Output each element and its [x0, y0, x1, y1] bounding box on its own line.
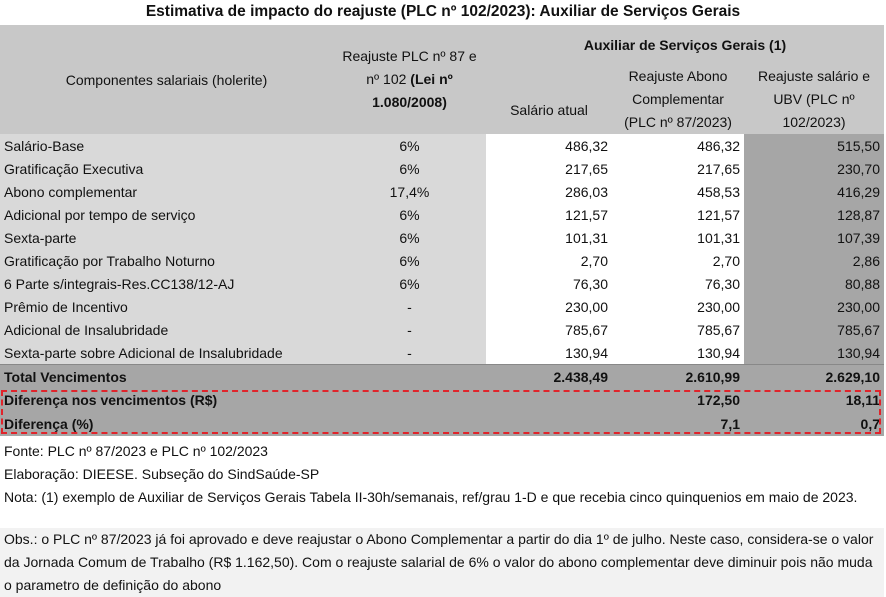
table-row	[0, 203, 884, 226]
row-ubv: 416,29	[744, 180, 884, 203]
row-salario-atual: 217,65	[486, 157, 612, 180]
row-salario-atual: 785,67	[486, 318, 612, 341]
table-row	[0, 295, 884, 318]
header-abono: Reajuste Abono Complementar (PLC nº 87/2023)	[612, 65, 744, 134]
row-salario-atual: 286,03	[486, 180, 612, 203]
total-pct	[333, 365, 486, 389]
table-row	[0, 226, 884, 249]
row-ubv: 230,00	[744, 295, 884, 318]
diff-pct-row	[0, 412, 884, 436]
diff-vencimentos-pct	[333, 388, 486, 412]
diff-pct-atual	[486, 412, 612, 436]
total-atual: 2.438,49	[486, 365, 612, 389]
diff-vencimentos-label: Diferença nos vencimentos (R$)	[0, 388, 333, 412]
diff-vencimentos-atual	[486, 388, 612, 412]
row-ubv: 230,70	[744, 157, 884, 180]
header-plc	[333, 25, 486, 134]
row-pct: -	[333, 295, 486, 318]
row-pct: 6%	[333, 272, 486, 295]
diff-vencimentos-ubv: 18,11	[744, 388, 884, 412]
row-label: Salário-Base	[0, 134, 333, 157]
row-label: Sexta-parte sobre Adicional de Insalubridade	[0, 341, 333, 365]
row-abono: 458,53	[612, 180, 744, 203]
row-abono: 785,67	[612, 318, 744, 341]
row-salario-atual: 121,57	[486, 203, 612, 226]
diff-pct-pct	[333, 412, 486, 436]
total-row	[0, 365, 884, 389]
row-ubv: 107,39	[744, 226, 884, 249]
row-salario-atual: 130,94	[486, 341, 612, 365]
note-obs: Obs.: o PLC nº 87/2023 já foi aprovado e deve reajustar o Abono Complementar a partir do dia 1º de julho. Neste caso, considera-se o valor da Jornada Comum de Trabalho (R$ 1.162,50). Com o reajuste salarial de 6% o valor do abono complementar deve diminuir pois não muda o parametro de definição do abono	[0, 528, 884, 597]
total-label: Total Vencimentos	[0, 365, 333, 389]
row-abono: 121,57	[612, 203, 744, 226]
row-ubv: 80,88	[744, 272, 884, 295]
header-salario-atual: Salário atual	[486, 65, 612, 134]
row-ubv: 128,87	[744, 203, 884, 226]
row-pct: 6%	[333, 203, 486, 226]
row-pct: -	[333, 318, 486, 341]
row-ubv: 515,50	[744, 134, 884, 157]
header-ubv: Reajuste salário e UBV (PLC nº 102/2023)	[744, 65, 884, 134]
row-pct: 6%	[333, 157, 486, 180]
header-plc-text: Reajuste PLC nº 87 e nº 102	[342, 48, 477, 87]
header-components: Componentes salariais (holerite)	[0, 25, 333, 134]
row-abono: 2,70	[612, 249, 744, 272]
row-pct: -	[333, 341, 486, 365]
total-ubv: 2.629,10	[744, 365, 884, 389]
diff-pct-ubv: 0,7	[744, 412, 884, 436]
row-pct: 6%	[333, 134, 486, 157]
row-salario-atual: 486,32	[486, 134, 612, 157]
table-title: Estimativa de impacto do reajuste (PLC nº 102/2023): Auxiliar de Serviços Gerais	[145, 3, 741, 20]
row-label: Gratificação por Trabalho Noturno	[0, 249, 333, 272]
table-body	[0, 134, 884, 365]
note-fonte: Fonte: PLC nº 87/2023 e PLC nº 102/2023	[4, 443, 268, 459]
row-salario-atual: 76,30	[486, 272, 612, 295]
table-row	[0, 318, 884, 341]
row-label: Prêmio de Incentivo	[0, 295, 333, 318]
table-row	[0, 180, 884, 203]
header-plc-law: (Lei nº 1.080/2008)	[372, 71, 453, 110]
row-label: Gratificação Executiva	[0, 157, 333, 180]
row-salario-atual: 230,00	[486, 295, 612, 318]
row-abono: 101,31	[612, 226, 744, 249]
row-pct: 6%	[333, 249, 486, 272]
row-abono: 230,00	[612, 295, 744, 318]
row-ubv: 130,94	[744, 341, 884, 365]
row-label: 6 Parte s/integrais-Res.CC138/12-AJ	[0, 272, 333, 295]
diff-vencimentos-row	[0, 388, 884, 412]
note-nota-wrap	[4, 486, 882, 509]
row-pct: 17,4%	[333, 180, 486, 203]
note-nota: Nota: (1) exemplo de Auxiliar de Serviços Gerais Tabela II-30h/semanais, ref/grau 1-D e que recebia cinco quinquenios em maio de 2023.	[4, 489, 858, 505]
diff-vencimentos-abono: 172,50	[612, 388, 744, 412]
row-abono: 76,30	[612, 272, 744, 295]
row-pct: 6%	[333, 226, 486, 249]
salary-table	[0, 25, 884, 436]
total-abono: 2.610,99	[612, 365, 744, 389]
row-salario-atual: 101,31	[486, 226, 612, 249]
table-row	[0, 272, 884, 295]
row-abono: 486,32	[612, 134, 744, 157]
row-ubv: 785,67	[744, 318, 884, 341]
row-ubv: 2,86	[744, 249, 884, 272]
table-row	[0, 157, 884, 180]
row-abono: 130,94	[612, 341, 744, 365]
table-row	[0, 249, 884, 272]
diff-pct-abono: 7,1	[612, 412, 744, 436]
notes	[4, 440, 882, 486]
row-label: Abono complementar	[0, 180, 333, 203]
row-abono: 217,65	[612, 157, 744, 180]
header-group: Auxiliar de Serviços Gerais (1)	[486, 25, 884, 65]
table-row	[0, 134, 884, 157]
row-salario-atual: 2,70	[486, 249, 612, 272]
row-label: Sexta-parte	[0, 226, 333, 249]
row-label: Adicional por tempo de serviço	[0, 203, 333, 226]
note-elaboracao: Elaboração: DIEESE. Subseção do SindSaúde-SP	[4, 466, 320, 482]
diff-pct-label: Diferença (%)	[0, 412, 333, 436]
table-row	[0, 341, 884, 365]
row-label: Adicional de Insalubridade	[0, 318, 333, 341]
